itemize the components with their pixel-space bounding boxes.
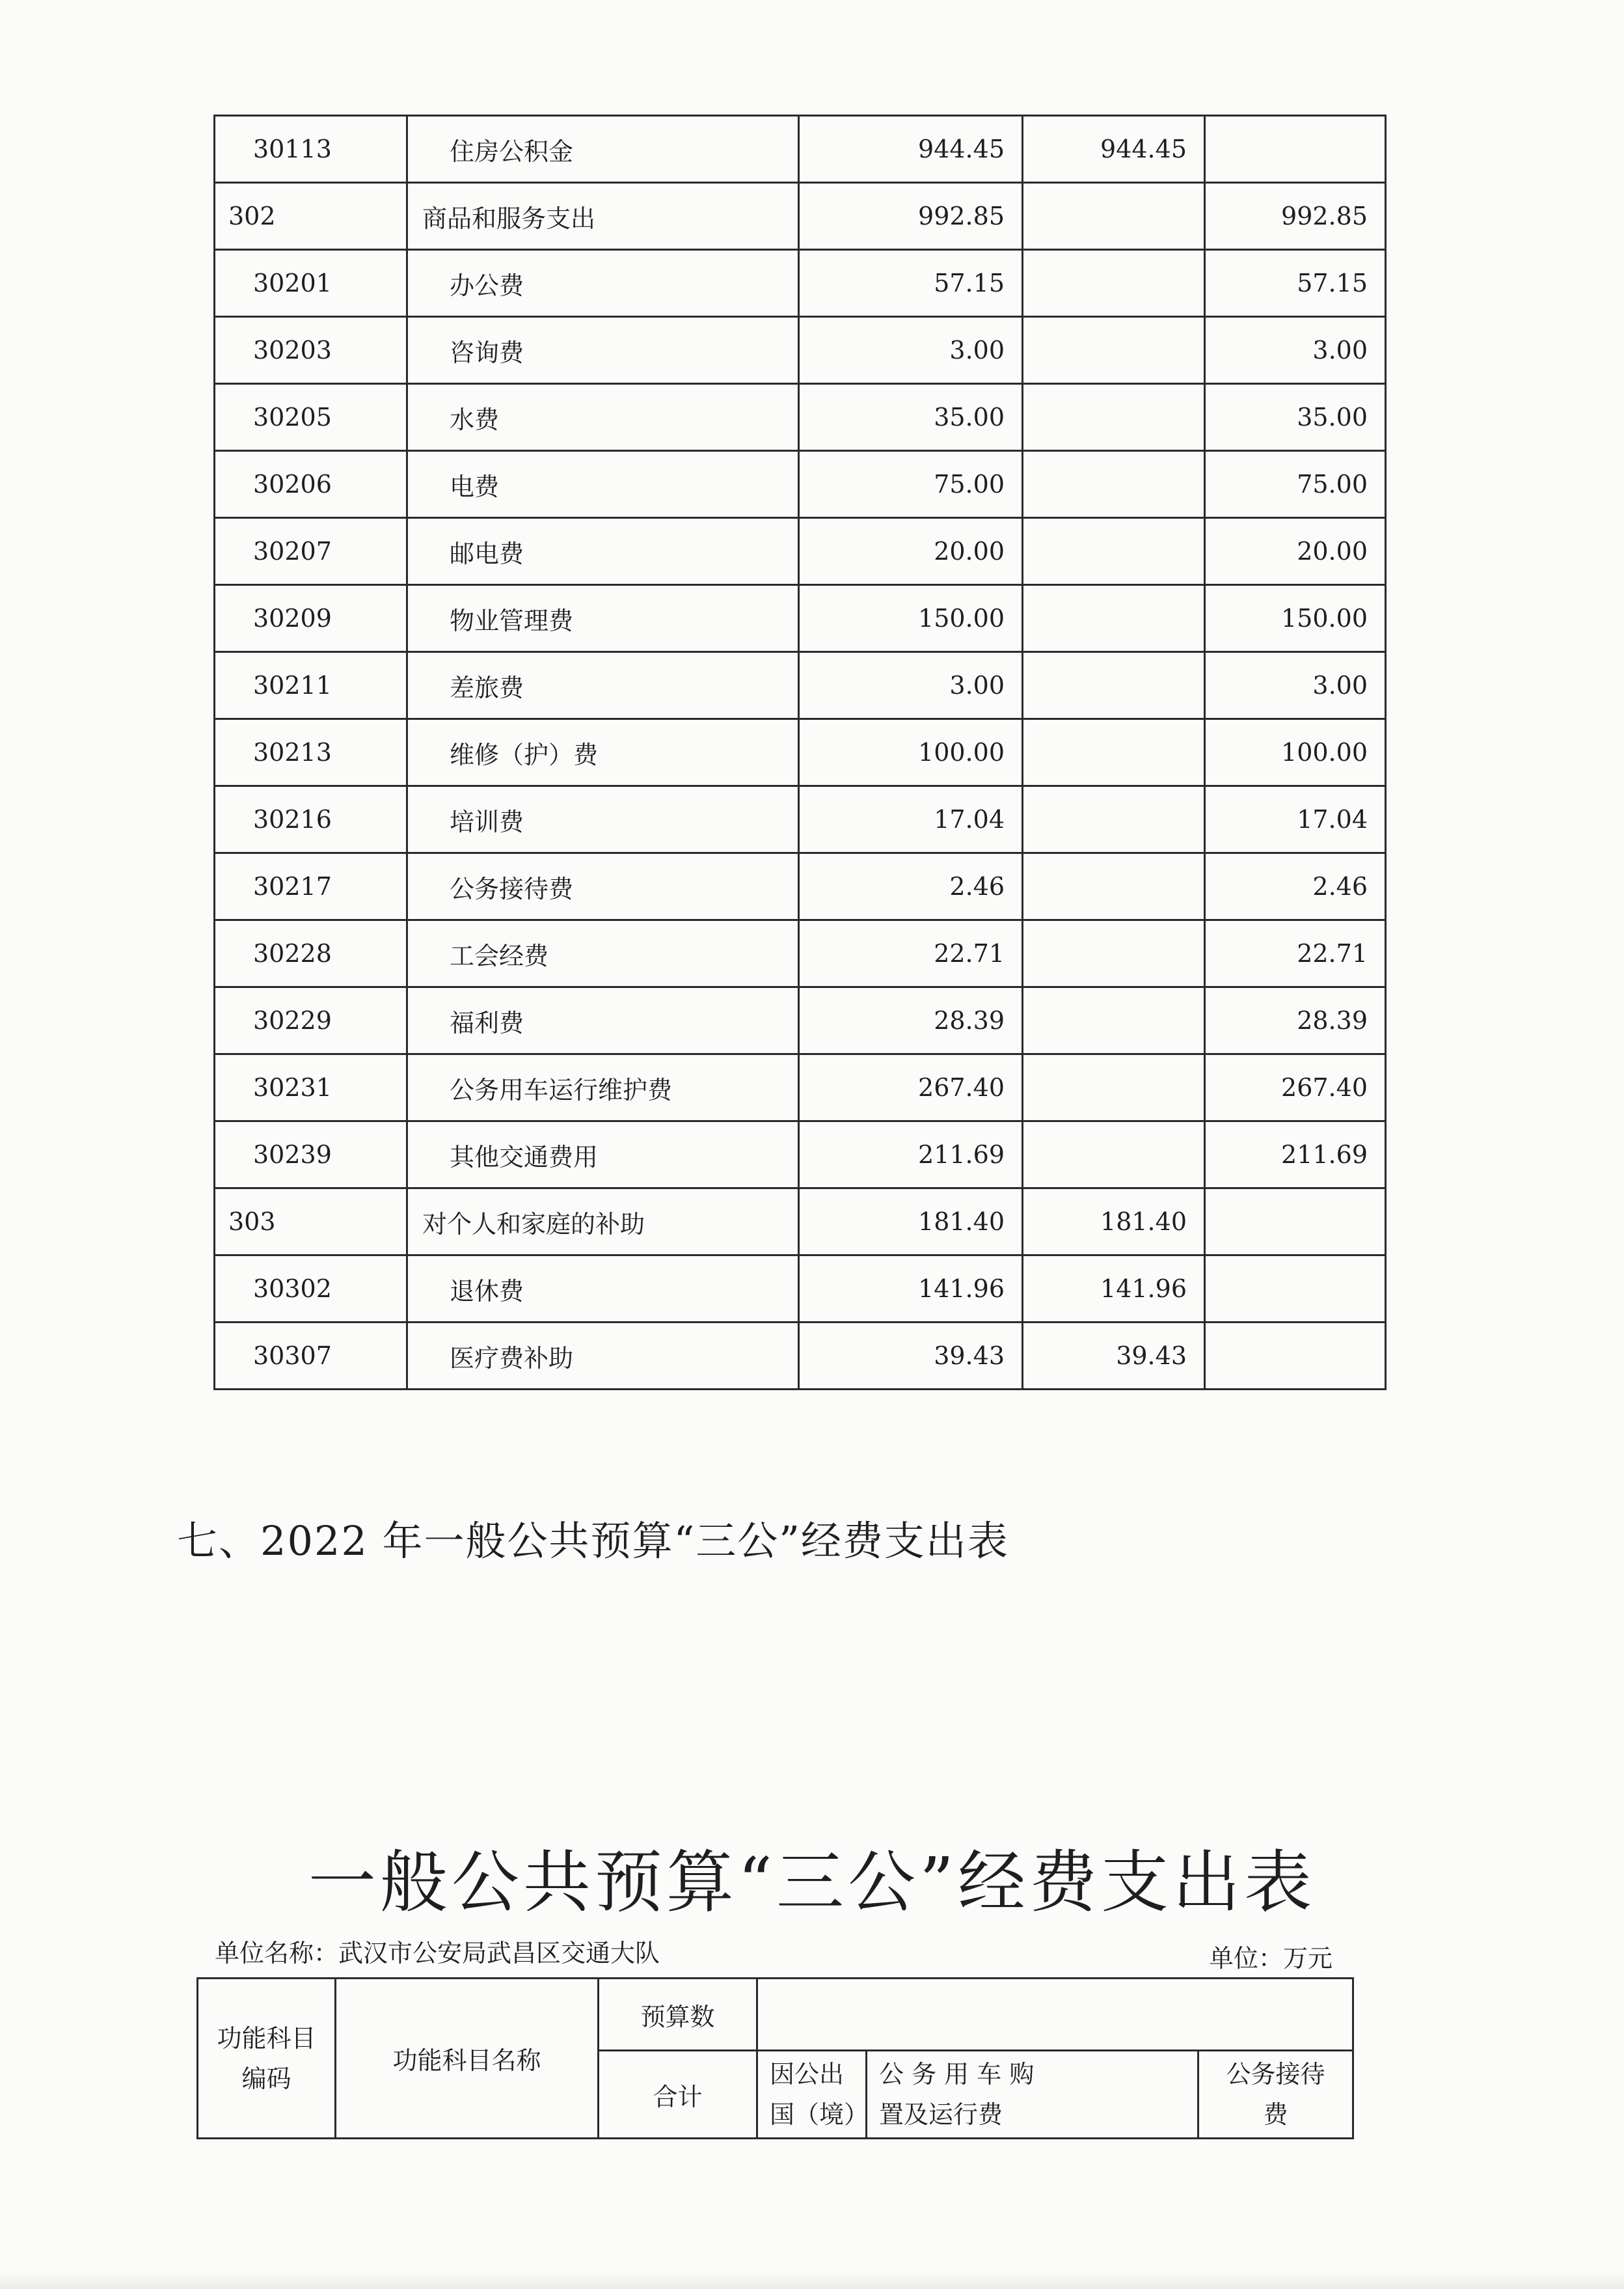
scan-edge-shadow bbox=[0, 2271, 1624, 2289]
row-project bbox=[1205, 116, 1386, 183]
table-row bbox=[215, 250, 1386, 317]
table-row bbox=[215, 451, 1386, 518]
table-row bbox=[215, 786, 1386, 853]
row-total: 57.15 bbox=[799, 250, 1023, 317]
table-row bbox=[215, 1323, 1386, 1390]
table-row bbox=[215, 1121, 1386, 1188]
row-name: 差旅费 bbox=[407, 652, 799, 719]
row-code: 30302 bbox=[215, 1255, 407, 1323]
row-project: 75.00 bbox=[1205, 451, 1386, 518]
row-basic bbox=[1023, 987, 1205, 1054]
header-reception bbox=[1198, 2051, 1353, 2139]
row-code: 30201 bbox=[215, 250, 407, 317]
row-code: 30213 bbox=[215, 719, 407, 786]
header-reception-line2: 费 bbox=[1263, 2100, 1288, 2129]
row-project: 3.00 bbox=[1205, 317, 1386, 384]
three-items-table-title: 一般公共预算“三公”经费支出表 bbox=[308, 1843, 1316, 1922]
row-total: 141.96 bbox=[799, 1255, 1023, 1323]
row-code: 30239 bbox=[215, 1121, 407, 1188]
row-total: 17.04 bbox=[799, 786, 1023, 853]
row-name: 培训费 bbox=[407, 786, 799, 853]
row-name: 福利费 bbox=[407, 987, 799, 1054]
row-total: 22.71 bbox=[799, 920, 1023, 987]
row-total: 267.40 bbox=[799, 1054, 1023, 1121]
table-row bbox=[215, 853, 1386, 920]
row-basic bbox=[1023, 585, 1205, 652]
row-code: 30231 bbox=[215, 1054, 407, 1121]
table-row bbox=[215, 987, 1386, 1054]
row-code: 303 bbox=[215, 1188, 407, 1255]
row-total: 3.00 bbox=[799, 652, 1023, 719]
table-row bbox=[215, 183, 1386, 250]
row-project: 22.71 bbox=[1205, 920, 1386, 987]
row-total: 2.46 bbox=[799, 853, 1023, 920]
row-code: 30211 bbox=[215, 652, 407, 719]
row-basic: 944.45 bbox=[1023, 116, 1205, 183]
row-name: 物业管理费 bbox=[407, 585, 799, 652]
header-vehicle-line2: 置及运行费 bbox=[879, 2100, 1003, 2129]
row-name: 工会经费 bbox=[407, 920, 799, 987]
header-func-code bbox=[198, 1979, 336, 2139]
row-project: 100.00 bbox=[1205, 719, 1386, 786]
row-name: 办公费 bbox=[407, 250, 799, 317]
row-name: 水费 bbox=[407, 384, 799, 451]
row-basic: 39.43 bbox=[1023, 1323, 1205, 1390]
header-func-code-line1: 功能科目 bbox=[217, 2023, 316, 2053]
header-abroad bbox=[757, 2051, 867, 2139]
row-project: 20.00 bbox=[1205, 518, 1386, 585]
row-project: 2.46 bbox=[1205, 853, 1386, 920]
row-total: 3.00 bbox=[799, 317, 1023, 384]
row-project: 3.00 bbox=[1205, 652, 1386, 719]
row-total: 150.00 bbox=[799, 585, 1023, 652]
row-basic bbox=[1023, 1054, 1205, 1121]
table-row bbox=[215, 652, 1386, 719]
row-basic bbox=[1023, 786, 1205, 853]
row-code: 30113 bbox=[215, 116, 407, 183]
row-basic: 141.96 bbox=[1023, 1255, 1205, 1323]
row-basic bbox=[1023, 652, 1205, 719]
row-basic bbox=[1023, 250, 1205, 317]
three-items-table bbox=[196, 1977, 1354, 2139]
row-total: 211.69 bbox=[799, 1121, 1023, 1188]
row-project: 35.00 bbox=[1205, 384, 1386, 451]
row-basic bbox=[1023, 183, 1205, 250]
row-basic bbox=[1023, 920, 1205, 987]
row-project bbox=[1205, 1323, 1386, 1390]
header-budget: 预算数 bbox=[599, 1979, 757, 2051]
row-code: 302 bbox=[215, 183, 407, 250]
header-row-1 bbox=[198, 1979, 1353, 2051]
row-total: 992.85 bbox=[799, 183, 1023, 250]
header-total: 合计 bbox=[599, 2051, 757, 2139]
unit-name: 单位名称：武汉市公安局武昌区交通大队 bbox=[215, 1939, 660, 1967]
row-name: 维修（护）费 bbox=[407, 719, 799, 786]
row-name: 对个人和家庭的补助 bbox=[407, 1188, 799, 1255]
row-project bbox=[1205, 1188, 1386, 1255]
row-name: 住房公积金 bbox=[407, 116, 799, 183]
row-basic bbox=[1023, 518, 1205, 585]
row-total: 28.39 bbox=[799, 987, 1023, 1054]
row-code: 30206 bbox=[215, 451, 407, 518]
row-name: 邮电费 bbox=[407, 518, 799, 585]
row-name: 商品和服务支出 bbox=[407, 183, 799, 250]
header-vehicle bbox=[867, 2051, 1198, 2139]
row-name: 公务用车运行维护费 bbox=[407, 1054, 799, 1121]
row-total: 35.00 bbox=[799, 384, 1023, 451]
row-code: 30229 bbox=[215, 987, 407, 1054]
row-total: 100.00 bbox=[799, 719, 1023, 786]
table-row bbox=[215, 1054, 1386, 1121]
row-code: 30209 bbox=[215, 585, 407, 652]
row-project: 17.04 bbox=[1205, 786, 1386, 853]
row-total: 944.45 bbox=[799, 116, 1023, 183]
row-basic bbox=[1023, 853, 1205, 920]
row-total: 75.00 bbox=[799, 451, 1023, 518]
row-basic bbox=[1023, 719, 1205, 786]
row-project: 211.69 bbox=[1205, 1121, 1386, 1188]
header-func-name: 功能科目名称 bbox=[336, 1979, 599, 2139]
table-row bbox=[215, 920, 1386, 987]
row-name: 咨询费 bbox=[407, 317, 799, 384]
table-row bbox=[215, 585, 1386, 652]
row-basic: 181.40 bbox=[1023, 1188, 1205, 1255]
row-basic bbox=[1023, 451, 1205, 518]
row-name: 公务接待费 bbox=[407, 853, 799, 920]
row-project: 28.39 bbox=[1205, 987, 1386, 1054]
table-row bbox=[215, 317, 1386, 384]
table-row bbox=[215, 1188, 1386, 1255]
row-code: 30205 bbox=[215, 384, 407, 451]
row-name: 电费 bbox=[407, 451, 799, 518]
row-total: 20.00 bbox=[799, 518, 1023, 585]
table-row bbox=[215, 384, 1386, 451]
row-total: 39.43 bbox=[799, 1323, 1023, 1390]
row-name: 其他交通费用 bbox=[407, 1121, 799, 1188]
row-project bbox=[1205, 1255, 1386, 1323]
row-code: 30307 bbox=[215, 1323, 407, 1390]
row-name: 退休费 bbox=[407, 1255, 799, 1323]
unit-measure: 单位：万元 bbox=[1208, 1944, 1333, 1973]
header-abroad-line2: 国（境） bbox=[770, 2100, 869, 2129]
table-row bbox=[215, 719, 1386, 786]
row-name: 医疗费补助 bbox=[407, 1323, 799, 1390]
row-code: 30228 bbox=[215, 920, 407, 987]
table-row bbox=[215, 1255, 1386, 1323]
row-code: 30217 bbox=[215, 853, 407, 920]
row-basic bbox=[1023, 317, 1205, 384]
header-reception-line1: 公务接待 bbox=[1226, 2060, 1325, 2089]
table-row bbox=[215, 116, 1386, 183]
row-project: 992.85 bbox=[1205, 183, 1386, 250]
row-project: 150.00 bbox=[1205, 585, 1386, 652]
row-code: 30207 bbox=[215, 518, 407, 585]
row-project: 267.40 bbox=[1205, 1054, 1386, 1121]
section-heading: 七、2022 年一般公共预算“三公”经费支出表 bbox=[177, 1517, 1009, 1565]
expenditure-table bbox=[213, 115, 1387, 1390]
row-project: 57.15 bbox=[1205, 250, 1386, 317]
header-vehicle-line1: 公 务 用 车 购 bbox=[879, 2060, 1035, 2089]
table-row bbox=[215, 518, 1386, 585]
header-abroad-line1: 因公出 bbox=[770, 2060, 845, 2089]
row-basic bbox=[1023, 1121, 1205, 1188]
header-func-code-line2: 编码 bbox=[241, 2064, 291, 2093]
row-code: 30203 bbox=[215, 317, 407, 384]
header-budget-blank bbox=[757, 1979, 1353, 2051]
row-basic bbox=[1023, 384, 1205, 451]
row-code: 30216 bbox=[215, 786, 407, 853]
expenditure-table-body bbox=[215, 116, 1386, 1390]
row-total: 181.40 bbox=[799, 1188, 1023, 1255]
